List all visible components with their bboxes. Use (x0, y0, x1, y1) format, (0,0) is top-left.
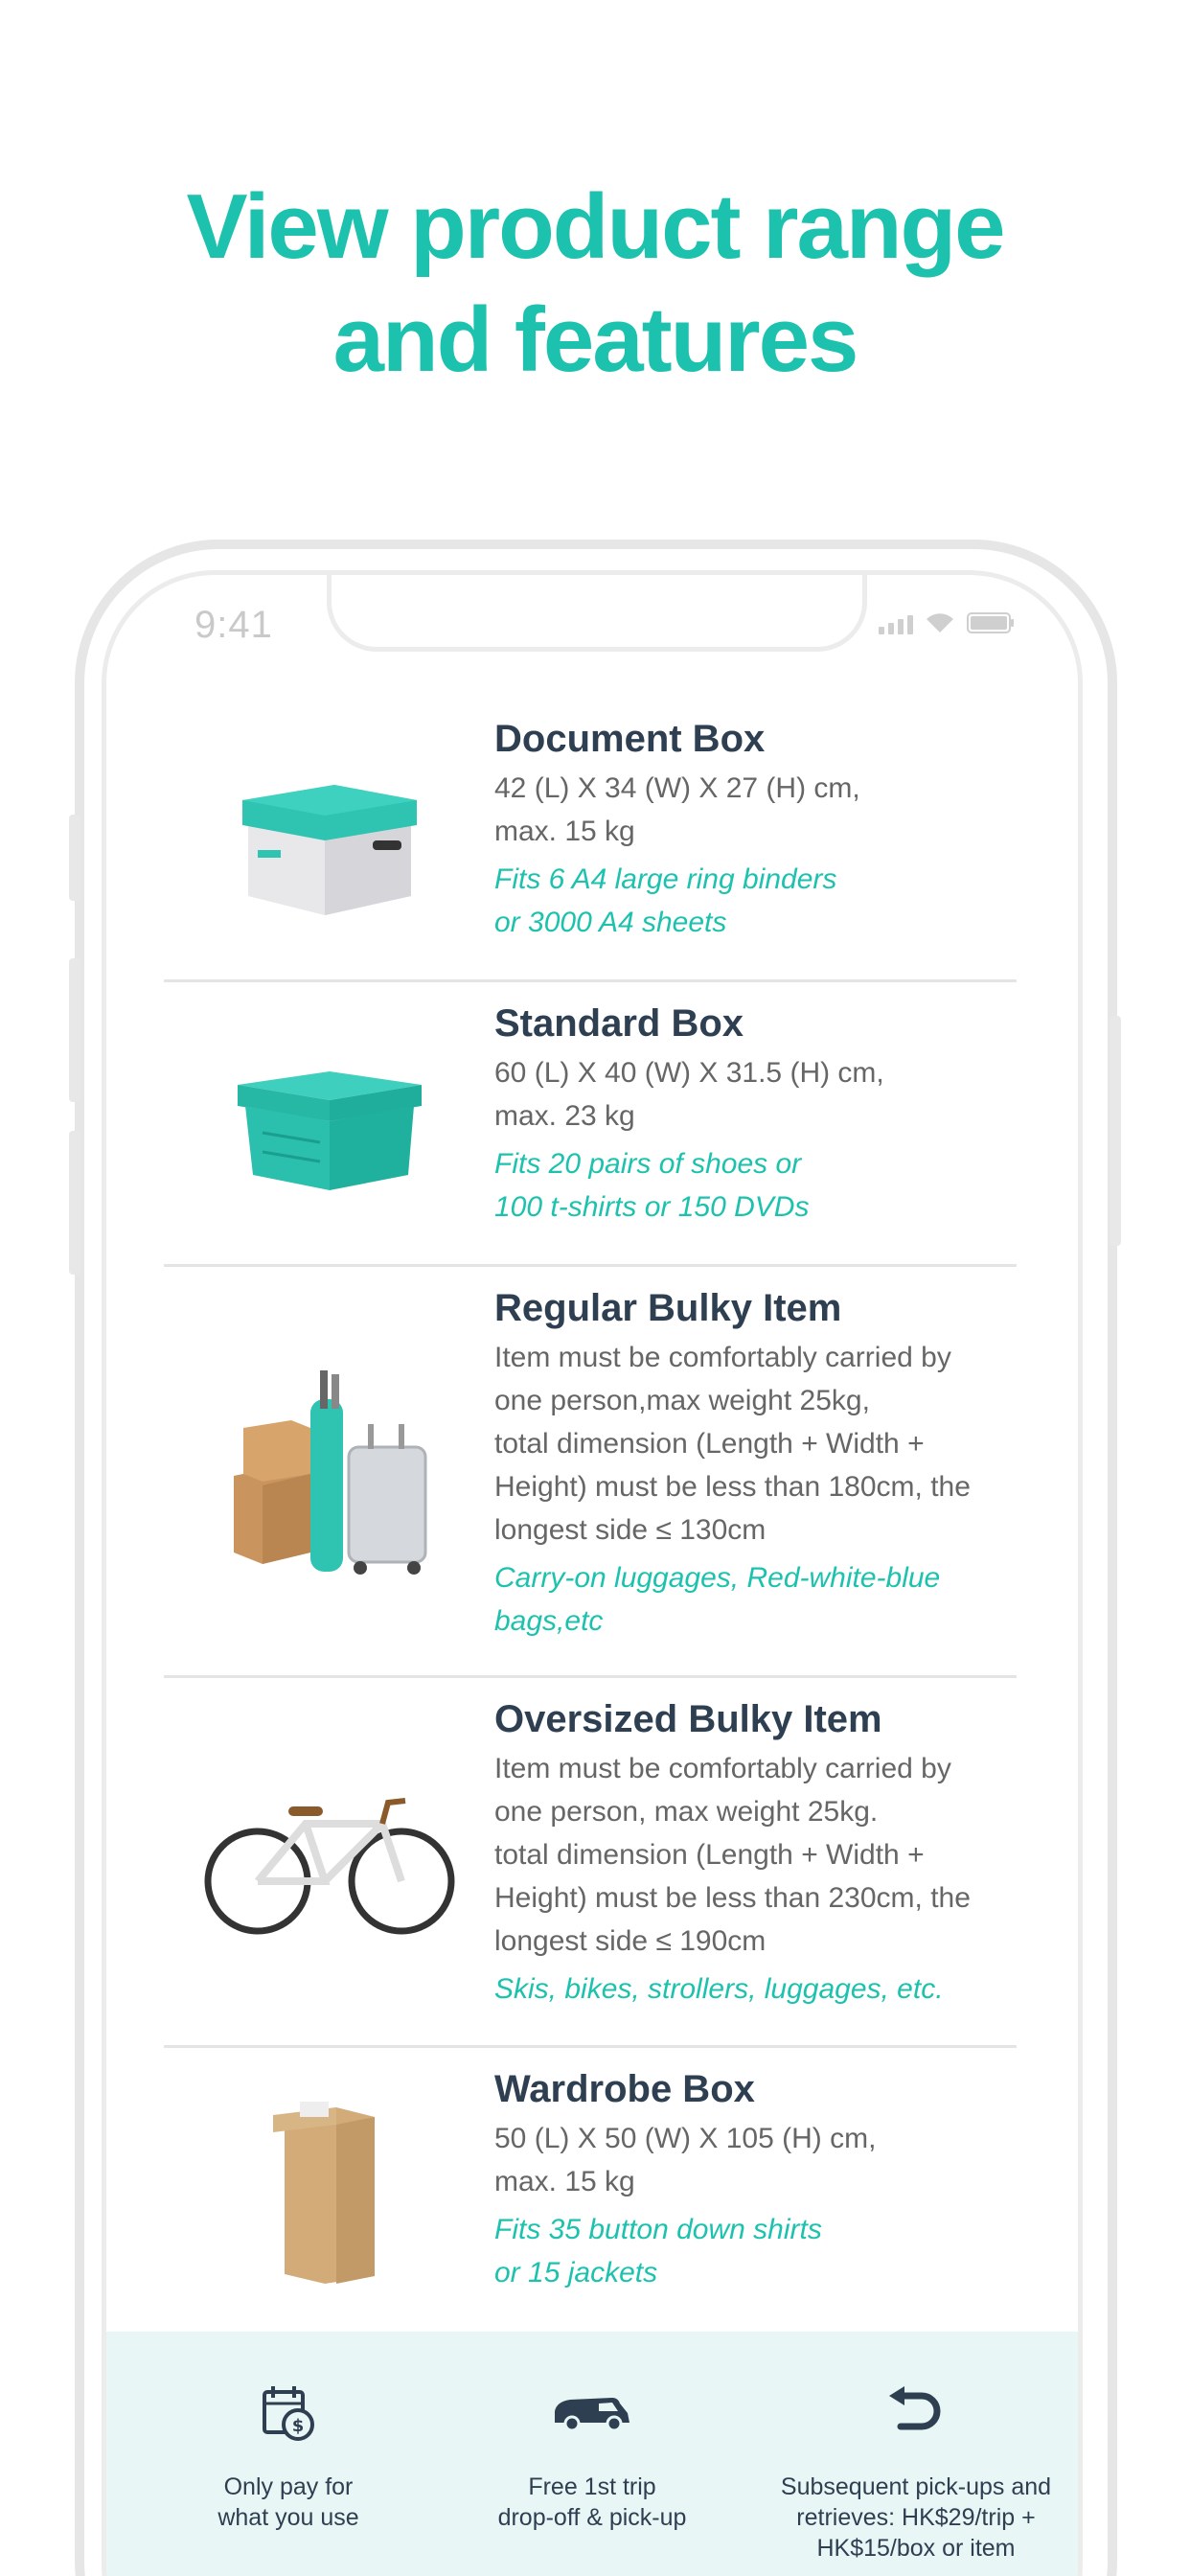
feature-pay-per-use (159, 2380, 418, 2533)
product-name: Document Box (494, 718, 766, 760)
status-icons (879, 611, 1015, 634)
headline (0, 171, 1190, 397)
product-dimensions: 50 (L) X 50 (W) X 105 (H) cm, max. 15 kg (494, 2123, 877, 2197)
product-capacity: Fits 6 A4 large ring binders or 3000 A4 sheets (494, 863, 837, 938)
product-item[interactable] (164, 1678, 1017, 2048)
product-dimensions: Item must be comfortably carried by one person,max weight 25kg, total dimension (Length + Width + Height) must be less than 180cm, the longest side ≤ 130cm (494, 1342, 971, 1546)
product-item[interactable] (164, 982, 1017, 1267)
side-button (69, 815, 80, 901)
return-arrow-icon (767, 2380, 1064, 2447)
features-footer (106, 2332, 1078, 2576)
bicycle-image (164, 1678, 494, 2045)
product-item[interactable] (164, 2048, 1017, 2335)
product-capacity: Skis, bikes, strollers, luggages, etc. (494, 1973, 944, 2005)
product-capacity: Fits 20 pairs of shoes or 100 t-shirts or 150 DVDs (494, 1148, 810, 1223)
product-name: Oversized Bulky Item (494, 1698, 882, 1740)
feature-free-first-trip (463, 2380, 721, 2533)
calendar-dollar-icon (159, 2380, 418, 2447)
product-item[interactable] (164, 1267, 1017, 1678)
product-item[interactable] (164, 698, 1017, 982)
headline-line-1: View product range (186, 175, 1004, 278)
wifi-icon (925, 611, 955, 634)
product-dimensions: 42 (L) X 34 (W) X 27 (H) cm, max. 15 kg (494, 772, 860, 847)
standard-box-image (164, 982, 494, 1264)
feature-label: Only pay for what you use (217, 2473, 359, 2531)
signal-icon (879, 615, 913, 634)
product-name: Standard Box (494, 1002, 744, 1045)
side-button (1110, 1016, 1121, 1246)
document-box-image (164, 698, 494, 979)
product-capacity: Fits 35 button down shirts or 15 jackets (494, 2214, 822, 2288)
svg-text:$: $ (291, 2416, 305, 2436)
product-list (164, 698, 1017, 2335)
side-button (69, 1131, 80, 1275)
headline-line-2: and features (332, 288, 858, 391)
feature-label: Subsequent pick-ups and retrieves: HK$29/trip + HK$15/box or item (780, 2473, 1052, 2562)
feature-label: Free 1st trip drop-off & pick-up (497, 2473, 687, 2531)
product-name: Wardrobe Box (494, 2068, 755, 2110)
product-name: Regular Bulky Item (494, 1287, 842, 1329)
product-dimensions: 60 (L) X 40 (W) X 31.5 (H) cm, max. 23 kg (494, 1057, 884, 1132)
van-icon (463, 2380, 721, 2447)
side-button (69, 958, 80, 1102)
feature-subsequent-trips (767, 2380, 1064, 2564)
product-dimensions: Item must be comfortably carried by one person, max weight 25kg. total dimension (Length + Width + Height) must be less than 230cm, the longest side ≤ 190cm (494, 1753, 971, 1957)
product-capacity: Carry-on luggages, Red-white-blue bags,etc (494, 1562, 941, 1637)
bulky-items-image (164, 1267, 494, 1675)
phone-screen (102, 570, 1083, 2576)
phone-notch (327, 570, 867, 652)
wardrobe-box-image (164, 2048, 494, 2335)
battery-icon (967, 611, 1015, 634)
status-time: 9:41 (195, 604, 273, 646)
